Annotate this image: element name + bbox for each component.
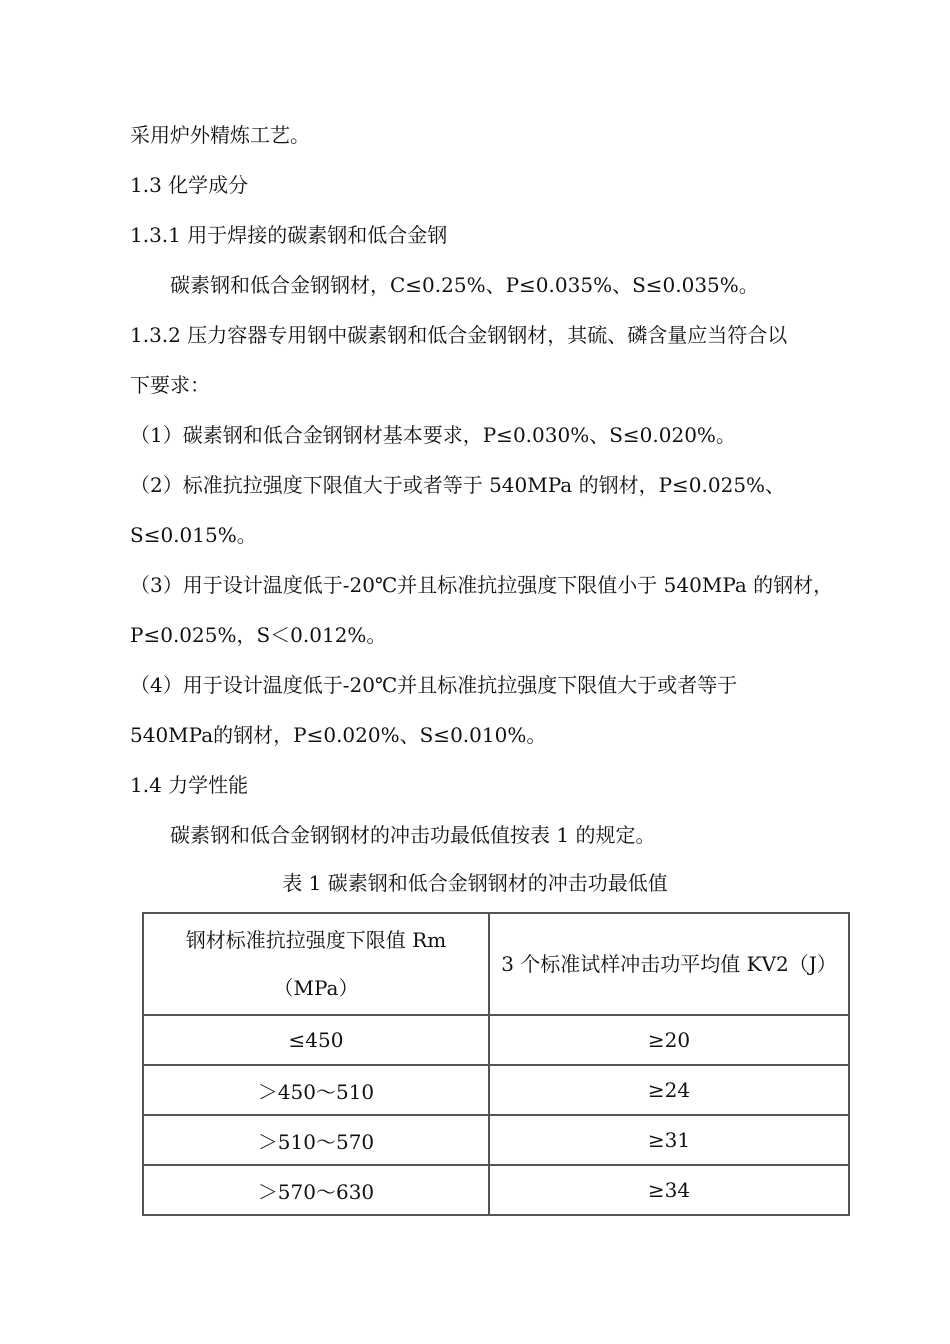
subsection-heading-1-3-2: 1.3.2 压力容器专用钢中碳素钢和低合金钢钢材，其硫、磷含量应当符合以 xyxy=(130,323,788,347)
text-line: 碳素钢和低合金钢钢材的冲击功最低值按表 1 的规定。 xyxy=(170,823,656,847)
cell-rm: ＞510～570 xyxy=(143,1115,489,1165)
section-heading-1-4: 1.4 力学性能 xyxy=(130,773,249,797)
requirement-item-2: （2）标准抗拉强度下限值大于或者等于 540MPa 的钢材，P≤0.025%、 xyxy=(130,473,786,497)
impact-energy-table xyxy=(142,912,850,1216)
text-line: 碳素钢和低合金钢钢材，C≤0.25%、P≤0.035%、S≤0.035%。 xyxy=(170,273,759,297)
subsection-heading-1-3-1: 1.3.1 用于焊接的碳素钢和低合金钢 xyxy=(130,223,448,247)
requirement-item-4: （4）用于设计温度低于-20℃并且标准抗拉强度下限值大于或者等于 xyxy=(130,673,738,697)
requirement-item-1: （1）碳素钢和低合金钢钢材基本要求，P≤0.030%、S≤0.020%。 xyxy=(130,423,736,447)
cell-kv2: ≥34 xyxy=(489,1165,849,1215)
section-heading-1-3: 1.3 化学成分 xyxy=(130,173,249,197)
header-rm-line1: 钢材标准抗拉强度下限值 Rm xyxy=(185,928,447,952)
text-line: 下要求： xyxy=(130,373,210,397)
text-line: P≤0.025%，S＜0.012%。 xyxy=(130,623,387,647)
cell-kv2: ≥20 xyxy=(489,1015,849,1065)
cell-rm: ＞570～630 xyxy=(143,1165,489,1215)
text-line: S≤0.015%。 xyxy=(130,523,257,547)
table-row xyxy=(143,1015,849,1065)
requirement-item-3: （3）用于设计温度低于-20℃并且标准抗拉强度下限值小于 540MPa 的钢材， xyxy=(130,573,834,597)
cell-kv2: ≥31 xyxy=(489,1115,849,1165)
cell-rm: ＞450～510 xyxy=(143,1065,489,1115)
text-line: 采用炉外精炼工艺。 xyxy=(130,123,310,147)
header-kv2: 3 个标准试样冲击功平均值 KV2（J） xyxy=(489,913,849,1015)
cell-kv2: ≥24 xyxy=(489,1065,849,1115)
table-caption: 表 1 碳素钢和低合金钢钢材的冲击功最低值 xyxy=(282,871,668,895)
table-row xyxy=(143,1065,849,1115)
cell-rm: ≤450 xyxy=(143,1015,489,1065)
header-rm xyxy=(143,913,489,1015)
table-row xyxy=(143,1165,849,1215)
table-row xyxy=(143,1115,849,1165)
text-line: 540MPa的钢材，P≤0.020%、S≤0.010%。 xyxy=(130,723,547,747)
header-rm-line2: （MPa） xyxy=(273,976,359,1000)
table-header-row xyxy=(143,913,849,1015)
